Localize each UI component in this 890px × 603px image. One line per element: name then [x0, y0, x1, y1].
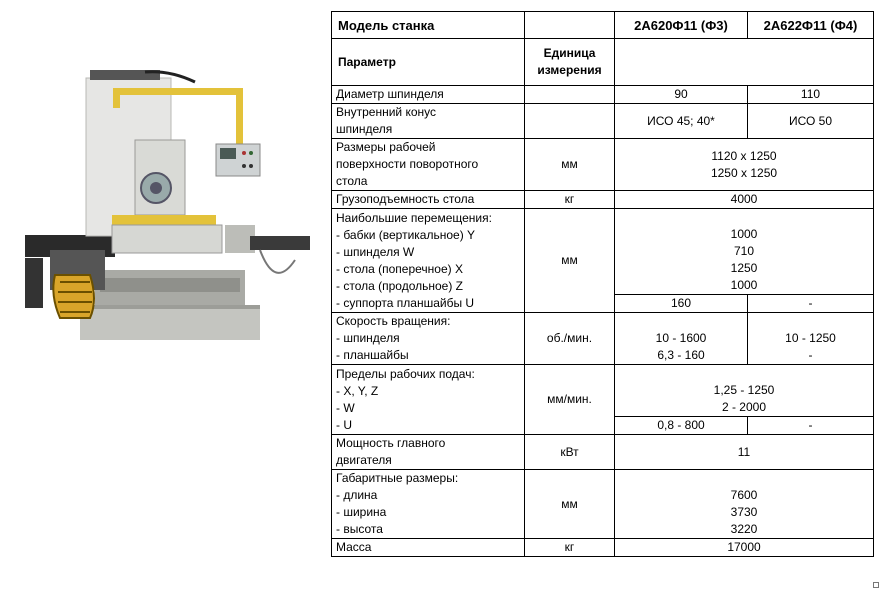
travel-label: Наибольшие перемещения: - бабки (вертикальное) Y - шпинделя W - стола (поперечное) X - стола (продольное) Z - суппорта планшайбы U: [332, 209, 525, 313]
feeds-u-v1: 0,8 - 800: [615, 417, 748, 435]
mass-label: Масса: [332, 539, 525, 557]
power-label: Мощность главного двигателя: [332, 435, 525, 470]
unit-header-l1: Единица: [543, 46, 596, 60]
dims-label: Габаритные размеры: - длина - ширина - высота: [332, 470, 525, 539]
table-row: [332, 435, 874, 470]
feeds-unit: мм/мин.: [525, 365, 615, 435]
unit-header-l2: измерения: [537, 63, 602, 77]
taper-label-l2: шпинделя: [336, 122, 393, 136]
mass-value: 17000: [615, 539, 874, 557]
model-1-header: 2А620Ф11 (Ф3): [615, 12, 748, 39]
spindle-diameter-v1: 90: [615, 86, 748, 104]
table-size-label-l1: Размеры рабочей: [336, 140, 436, 154]
feeds-values: 1,25 - 1250 2 - 2000: [615, 365, 874, 417]
rotary-table: [112, 215, 216, 225]
mass-unit: кг: [525, 539, 615, 557]
table-row: [332, 104, 874, 139]
table-row: [332, 86, 874, 104]
model-header: Модель станка: [332, 12, 525, 39]
travel-unit: мм: [525, 209, 615, 313]
model-2-header: 2А622Ф11 (Ф4): [748, 12, 874, 39]
power-value: 11: [615, 435, 874, 470]
speed-values-1: 10 - 1600 6,3 - 160: [615, 313, 748, 365]
dims-values: 7600 3730 3220: [615, 470, 874, 539]
table-size-label-l3: стола: [336, 174, 368, 188]
table-size-unit: мм: [525, 139, 615, 191]
taper-v2: ИСО 50: [748, 104, 874, 139]
speed-label: Скорость вращения: - шпинделя - планшайбы: [332, 313, 525, 365]
table-size-label-l2: поверхности поворотного: [336, 157, 479, 171]
taper-label-l1: Внутренний конус: [336, 105, 437, 119]
table-row: [332, 470, 874, 539]
table-row: [332, 313, 874, 365]
power-unit: кВт: [525, 435, 615, 470]
table-row: [332, 365, 874, 417]
table-row: [332, 539, 874, 557]
feeds-label: Пределы рабочих подач: - X, Y, Z - W - U: [332, 365, 525, 435]
pendant-arm: [113, 88, 243, 95]
resize-handle: [873, 582, 879, 588]
dims-unit: мм: [525, 470, 615, 539]
spindle-diameter-unit: [525, 86, 615, 104]
load-value: 4000: [615, 191, 874, 209]
table-size-label: [332, 139, 525, 191]
spec-table: [331, 11, 874, 557]
taper-v1: ИСО 45; 40*: [615, 104, 748, 139]
table-row: [332, 191, 874, 209]
travel-u-v1: 160: [615, 295, 748, 313]
travel-u-v2: -: [748, 295, 874, 313]
feeds-u-v2: -: [748, 417, 874, 435]
table-size-values: 1120 x 1250 1250 x 1250: [615, 139, 874, 191]
speed-values-2: 10 - 1250 -: [748, 313, 874, 365]
travel-values: 1000 710 1250 1000: [615, 209, 874, 295]
table-row: [332, 139, 874, 191]
speed-unit: об./мин.: [525, 313, 615, 365]
table-row: [332, 209, 874, 295]
load-label: Грузоподъемность стола: [332, 191, 525, 209]
taper-label: [332, 104, 525, 139]
table-header-row: [332, 12, 874, 39]
spindle-diameter-label: Диаметр шпинделя: [332, 86, 525, 104]
param-header: Параметр: [332, 39, 525, 86]
machine-photo: [20, 60, 315, 345]
subheader-row: [332, 39, 874, 86]
spindle-diameter-v2: 110: [748, 86, 874, 104]
unit-header: [525, 39, 615, 86]
load-unit: кг: [525, 191, 615, 209]
taper-unit: [525, 104, 615, 139]
